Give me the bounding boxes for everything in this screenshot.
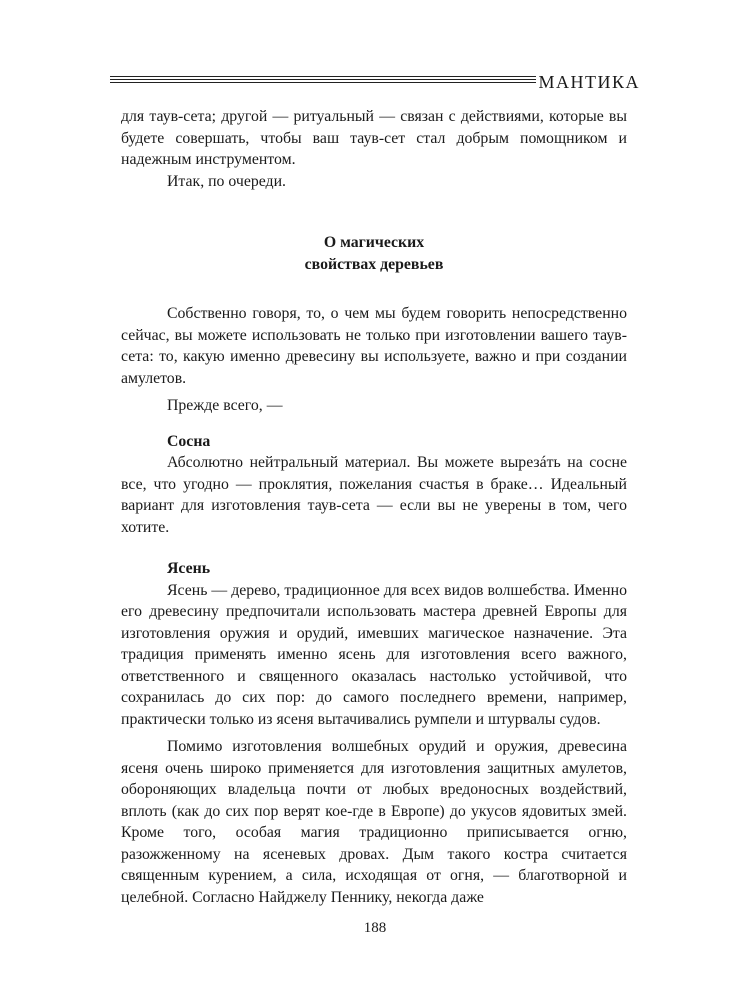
running-header	[110, 72, 640, 92]
header-rule	[110, 82, 536, 83]
section-title-line1: О магических	[323, 234, 425, 251]
section-paragraph: Собственно говоря, то, о чем мы будем говорить непосредственно сейчас, вы можете использовать не только при изготовлении вашего таув-сета: то, какую именно древесину вы используете, важно и при создании амулетов.	[121, 305, 627, 387]
page-body	[121, 106, 627, 908]
section-heading	[121, 232, 627, 276]
intro-paragraph: для таув-сета; другой — ритуальный — связан с действиями, которые вы будете совершать, чтобы ваш таув-сет стал добрым помощником и надежным инструментом.	[121, 108, 627, 168]
ash-paragraph: Ясень — дерево, традиционное для всех видов волшебства. Именно его древесину предпочитали использовать мастера древней Европы для изготовления оружия и орудий, имевших магическое назначение. Эта традиция применять именно ясень для изготовления всего важного, ответственного и священного оказалась настолько устойчивой, что сохранилась до сих пор: до самого последнего времени, например, практически только из ясеня вытачивались румпели и штурвалы судов.	[121, 581, 627, 728]
header-rules	[110, 76, 536, 85]
header-rule	[110, 76, 536, 77]
ash-paragraph: Помимо изготовления волшебных орудий и оружия, древесина ясеня очень широко применяется для изготовления защитных амулетов, обороняющих владельца почти от любых вредоносных воздействий, вплоть (как до сих пор верят кое-где в Европе) до укусов ядовитых змей. Кроме того, особая магия традиционно приписывается огню, разожженному на ясеневых дровах. Дым такого костра считается священным курением, а сила, исходящая от огня, — благотворной и целебной. Согласно Найджелу Пеннику, некогда даже	[121, 738, 627, 906]
section-title-line2: свойствах деревьев	[304, 256, 444, 273]
header-title: МАНТИКА	[538, 72, 640, 92]
page-number: 188	[363, 920, 387, 936]
header-rule	[110, 79, 536, 80]
ash-subheading: Ясень	[167, 560, 211, 577]
pine-subheading: Сосна	[167, 432, 211, 450]
section-lead: Прежде всего, —	[167, 397, 283, 414]
intro-line: Итак, по очереди.	[167, 172, 286, 190]
pine-paragraph: Абсолютно нейтральный материал. Вы можете вырезáть на сосне все, что угодно — проклятия, пожелания счастья в браке… Идеальный вариант для изготовления таув-сета — если вы не уверены в том, чего хотите.	[121, 454, 627, 536]
